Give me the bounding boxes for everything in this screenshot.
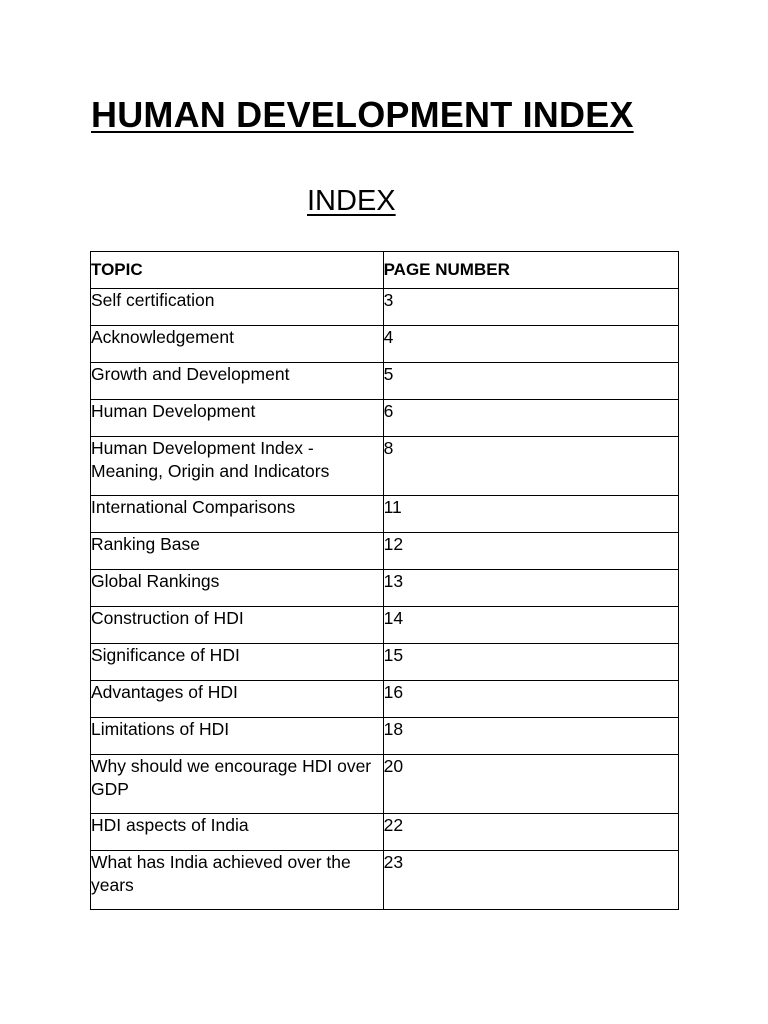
page-number-cell: 4 xyxy=(383,326,678,363)
page-number-cell: 22 xyxy=(383,814,678,851)
topic-cell: Construction of HDI xyxy=(91,607,384,644)
topic-column-header: TOPIC xyxy=(91,252,384,289)
table-row xyxy=(91,814,679,851)
page-number-cell: 11 xyxy=(383,496,678,533)
table-row xyxy=(91,607,679,644)
topic-cell: Human Development xyxy=(91,400,384,437)
topic-cell: International Comparisons xyxy=(91,496,384,533)
topic-cell: Self certification xyxy=(91,289,384,326)
topic-cell: Acknowledgement xyxy=(91,326,384,363)
table-row xyxy=(91,570,679,607)
table-row xyxy=(91,326,679,363)
topic-cell: Significance of HDI xyxy=(91,644,384,681)
topic-cell: Human Development Index - Meaning, Origin and Indicators xyxy=(91,437,384,496)
topic-cell: Ranking Base xyxy=(91,533,384,570)
page-number-cell: 5 xyxy=(383,363,678,400)
page-number-cell: 20 xyxy=(383,755,678,814)
table-row xyxy=(91,289,679,326)
table-row xyxy=(91,681,679,718)
index-table xyxy=(90,251,679,910)
page-number-cell: 6 xyxy=(383,400,678,437)
table-row xyxy=(91,437,679,496)
page-number-cell: 14 xyxy=(383,607,678,644)
page-number-cell: 8 xyxy=(383,437,678,496)
page-number-column-header: PAGE NUMBER xyxy=(383,252,678,289)
topic-cell: Limitations of HDI xyxy=(91,718,384,755)
page-number-cell: 23 xyxy=(383,851,678,910)
topic-cell: What has India achieved over the years xyxy=(91,851,384,910)
table-row xyxy=(91,363,679,400)
topic-cell: Global Rankings xyxy=(91,570,384,607)
page-number-cell: 16 xyxy=(383,681,678,718)
index-heading: INDEX xyxy=(307,185,396,217)
page-number-cell: 12 xyxy=(383,533,678,570)
topic-cell: Why should we encourage HDI over GDP xyxy=(91,755,384,814)
topic-cell: Advantages of HDI xyxy=(91,681,384,718)
table-row xyxy=(91,644,679,681)
page-number-cell: 15 xyxy=(383,644,678,681)
page-number-cell: 13 xyxy=(383,570,678,607)
table-header-row xyxy=(91,252,679,289)
page-number-cell: 18 xyxy=(383,718,678,755)
topic-cell: Growth and Development xyxy=(91,363,384,400)
table-row xyxy=(91,533,679,570)
table-row xyxy=(91,496,679,533)
table-row xyxy=(91,755,679,814)
table-row xyxy=(91,718,679,755)
topic-cell: HDI aspects of India xyxy=(91,814,384,851)
table-row xyxy=(91,400,679,437)
document-title: HUMAN DEVELOPMENT INDEX xyxy=(91,94,634,135)
table-row xyxy=(91,851,679,910)
page-number-cell: 3 xyxy=(383,289,678,326)
